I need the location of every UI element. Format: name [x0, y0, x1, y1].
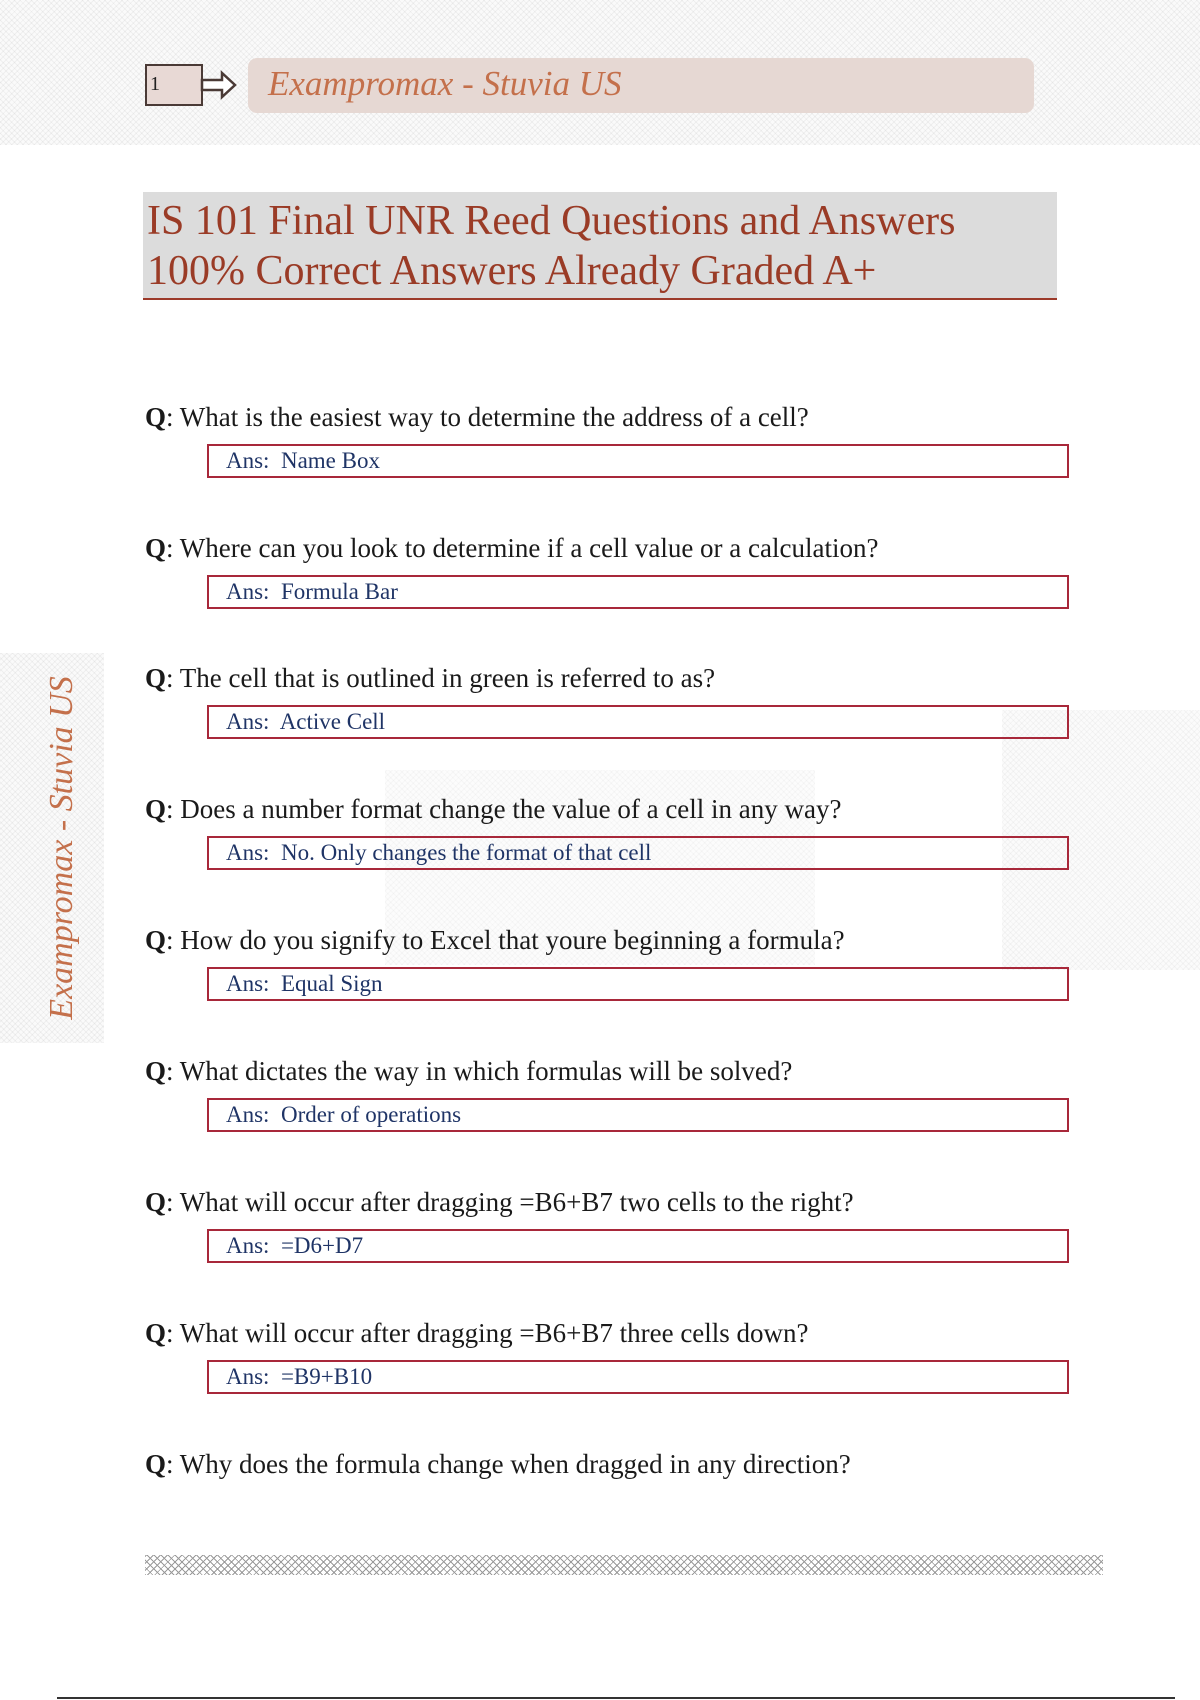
qa-item	[145, 923, 1145, 996]
answer-prefix: Ans:	[226, 840, 270, 865]
footer-pattern-strip	[145, 1555, 1103, 1575]
qa-item	[145, 1447, 1145, 1481]
answer-box	[207, 705, 1069, 739]
question-body: : What dictates the way in which formulas will be solved?	[166, 1056, 793, 1086]
answer-box	[207, 1229, 1069, 1263]
answer-prefix: Ans:	[226, 1233, 270, 1258]
question-text	[145, 792, 1145, 826]
answer-prefix: Ans:	[226, 971, 270, 996]
answer-prefix: Ans:	[226, 448, 270, 473]
qa-item	[145, 1054, 1145, 1127]
question-text	[145, 531, 1145, 565]
question-body: : What is the easiest way to determine the address of a cell?	[166, 402, 809, 432]
qa-item	[145, 1316, 1145, 1389]
question-body: : Does a number format change the value of a cell in any way?	[166, 794, 842, 824]
qa-item	[145, 792, 1145, 865]
question-marker: Q	[145, 1187, 167, 1217]
question-body: : What will occur after dragging =B6+B7 three cells down?	[166, 1318, 809, 1348]
question-body: : The cell that is outlined in green is referred to as?	[166, 663, 716, 693]
qa-item	[145, 531, 1145, 604]
question-marker: Q	[145, 1318, 167, 1348]
answer-text: Formula Bar	[280, 579, 398, 604]
sidebar-watermark-text: Exampromax - Stuvia US	[43, 676, 80, 1020]
header-brand-text: Exampromax - Stuvia US	[268, 64, 622, 103]
answer-text: =D6+D7	[280, 1233, 364, 1258]
question-text	[145, 1054, 1145, 1088]
question-text	[145, 923, 1145, 957]
question-body: : Where can you look to determine if a cell value or a calculation?	[166, 533, 879, 563]
document-title-box	[143, 192, 1057, 300]
answer-box	[207, 967, 1069, 1001]
qa-item	[145, 400, 1145, 473]
qa-item	[145, 1185, 1145, 1258]
arrow-right-icon	[200, 70, 238, 100]
question-text	[145, 1316, 1145, 1350]
answer-text: Equal Sign	[280, 971, 383, 996]
answer-box	[207, 575, 1069, 609]
answer-box	[207, 1360, 1069, 1394]
question-marker: Q	[145, 794, 167, 824]
answer-box	[207, 836, 1069, 870]
question-marker: Q	[145, 1449, 167, 1479]
question-body: : How do you signify to Excel that youre beginning a formula?	[166, 925, 845, 955]
question-marker: Q	[145, 402, 167, 432]
question-marker: Q	[145, 925, 167, 955]
question-body: : What will occur after dragging =B6+B7 two cells to the right?	[166, 1187, 854, 1217]
answer-prefix: Ans:	[226, 579, 270, 604]
answer-prefix: Ans:	[226, 1102, 270, 1127]
page-number: 1	[150, 73, 160, 95]
answer-text: Name Box	[280, 448, 380, 473]
answer-box	[207, 1098, 1069, 1132]
answer-prefix: Ans:	[226, 1364, 270, 1389]
answer-text: No. Only changes the format of that cell	[280, 840, 652, 865]
question-marker: Q	[145, 533, 167, 563]
page-number-box	[145, 64, 203, 106]
answer-text: =B9+B10	[280, 1364, 373, 1389]
document-title-line-2: 100% Correct Answers Already Graded A+	[147, 248, 877, 294]
question-text	[145, 1185, 1145, 1219]
bottom-divider	[57, 1697, 1175, 1699]
answer-text: Order of operations	[280, 1102, 462, 1127]
question-body: : Why does the formula change when dragged in any direction?	[166, 1449, 851, 1479]
question-text	[145, 661, 1145, 695]
question-marker: Q	[145, 663, 167, 693]
qa-item	[145, 661, 1145, 734]
answer-box	[207, 444, 1069, 478]
question-marker: Q	[145, 1056, 167, 1086]
answer-text: Active Cell	[279, 709, 386, 734]
answer-prefix: Ans:	[226, 709, 270, 734]
question-text	[145, 1447, 1145, 1481]
question-text	[145, 400, 1145, 434]
document-title-line-1: IS 101 Final UNR Reed Questions and Answers	[147, 198, 956, 244]
